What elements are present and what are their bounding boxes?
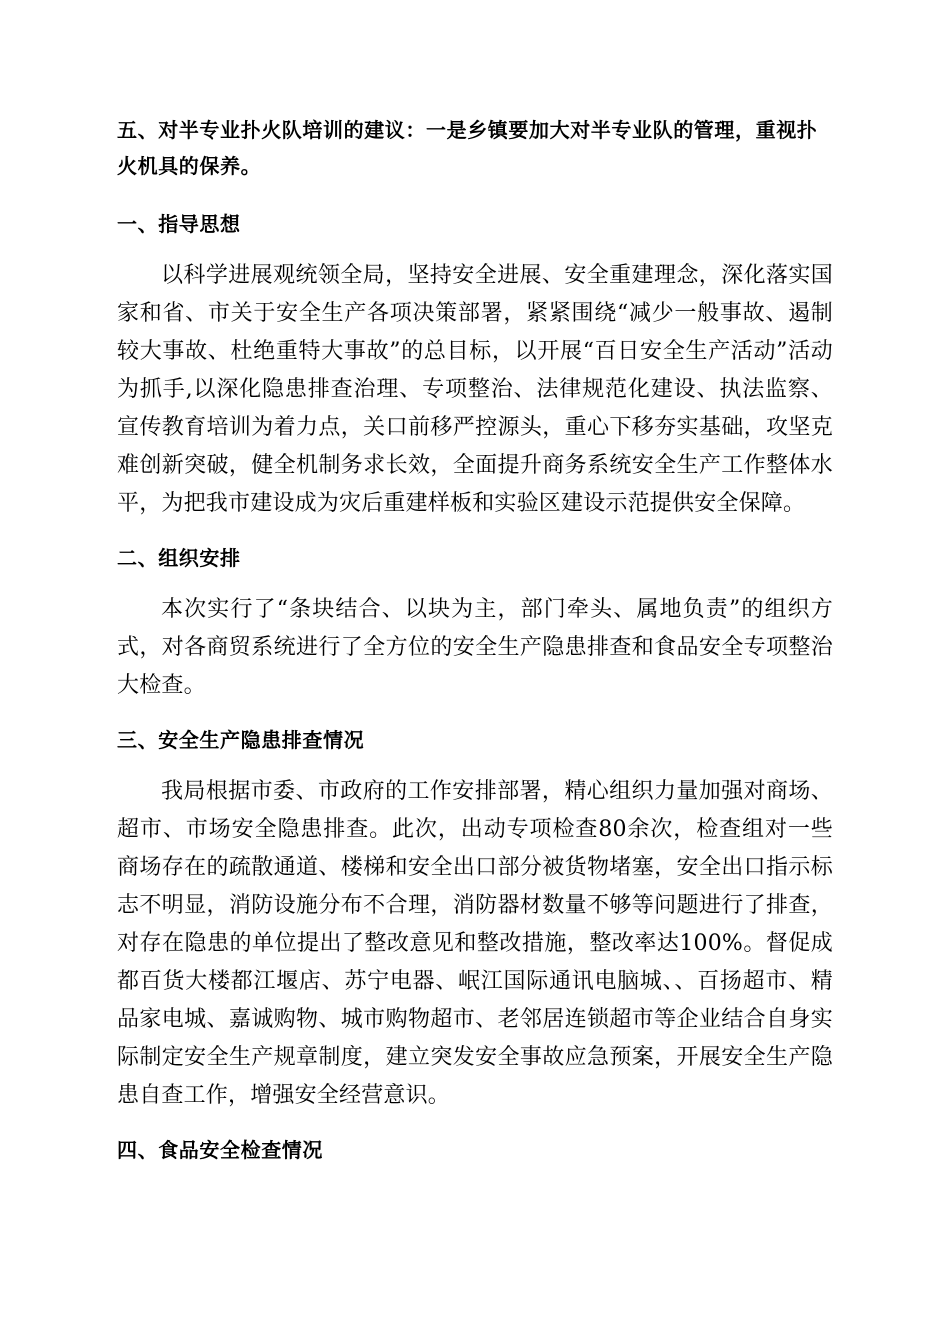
- section-title-organization: 二、组织安排: [117, 546, 241, 570]
- section-title-guiding-thought: 一、指导思想: [117, 212, 241, 236]
- document-page: [117, 112, 833, 1168]
- intro-heading: 五、对半专业扑火队培训的建议：一是乡镇要加大对半专业队的管理，重视扑火机具的保养。: [117, 118, 818, 178]
- section-body-safety-inspection: 我局根据市委、市政府的工作安排部署，精心组织力量加强对商场、超市、市场安全隐患排查。此次，出动专项检查80余次，检查组对一些商场存在的疏散通道、楼梯和安全出口部分被货物堵塞，安全出口指示标志不明显，消防设施分布不合理，消防器材数量不够等问题进行了排查，对存在隐患的单位提出了整改意见和整改措施，整改率达100%。督促成都百货大楼都江堰店、苏宁电器、岷江国际通讯电脑城、、百扬超市、精品家电城、嘉诚购物、城市购物超市、老邻居连锁超市等企业结合自身实际制定安全生产规章制度，建立突发安全事故应急预案，开展安全生产隐患自查工作，增强安全经营意识。: [117, 779, 833, 1108]
- section-title-safety-inspection: 三、安全生产隐患排查情况: [117, 728, 365, 752]
- section-body-organization: 本次实行了“条块结合、以块为主，部门牵头、属地负责”的组织方式，对各商贸系统进行了全方位的安全生产隐患排查和食品安全专项整治大检查。: [117, 597, 833, 698]
- section-body-guiding-thought: 以科学进展观统领全局，坚持安全进展、安全重建理念，深化落实国家和省、市关于安全生产各项决策部署，紧紧围绕“减少一般事故、遏制较大事故、杜绝重特大事故”的总目标，以开展“百日安全生产活动”活动为抓手,以深化隐患排查治理、专项整治、法律规范化建设、执法监察、宣传教育培训为着力点，关口前移严控源头，重心下移夯实基础，攻坚克难创新突破，健全机制务求长效，全面提升商务系统安全生产工作整体水平，为把我市建设成为灾后重建样板和实验区建设示范提供安全保障。: [117, 263, 833, 516]
- section-title-food-safety: 四、食品安全检查情况: [117, 1138, 323, 1162]
